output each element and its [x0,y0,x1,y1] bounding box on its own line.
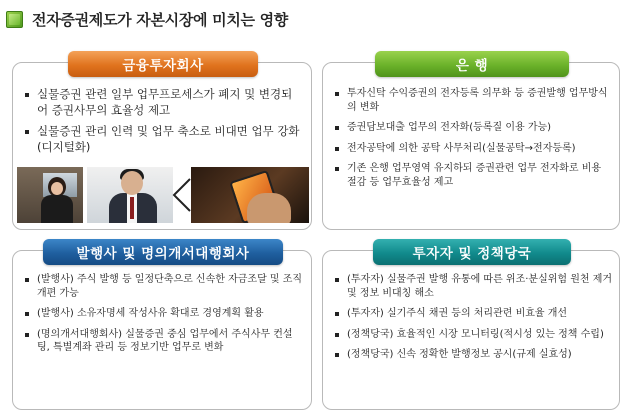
list-item: (투자자) 실기주식 채권 등의 처리관련 비효율 개선 [335,307,613,321]
panel-investor-policy [322,246,620,410]
list-item: 증권담보대출 업무의 전자화(등록질 이용 가능) [335,121,613,135]
list-item: 실물증권 관리 인력 및 업무 축소로 비대면 업무 강화(디지털화) [25,124,301,155]
bank-list [335,87,613,196]
panel-financial-investment [12,58,312,230]
panel-issuer-agent [12,246,312,410]
panel-bank [322,58,620,230]
page-title: 전자증권제도가 자본시장에 미치는 영향 [32,10,288,29]
businessman-photo [87,167,173,223]
list-item: 전자공탁에 의한 공탁 사무처리(실물공탁→전자등록) [335,142,613,156]
panel-header-investor-policy: 투자자 및 정책당국 [373,239,571,265]
panel-header-financial-investment: 금융투자회사 [68,51,258,77]
mobile-phone-photo [191,167,309,223]
list-item: 실물증권 관련 일부 업무프로세스가 폐지 및 변경되어 증권사무의 효율성 제고 [25,87,301,118]
list-item: (발행사) 소유자명세 작성사유 확대로 경영계획 활용 [25,307,305,321]
financial-investment-list [25,87,301,161]
issuer-agent-list [25,273,305,362]
list-item: (투자자) 실물주권 발행 유통에 따른 위조·분실위험 원천 제거 및 정보 비대칭 해소 [335,273,613,300]
green-cube-icon [6,11,23,28]
investor-policy-list [335,273,613,369]
panel-header-issuer-agent: 발행사 및 명의개서대행회사 [43,239,283,265]
list-item: 기존 은행 업무영역 유지하되 증권관련 업무 전자화로 비용 절감 등 업무효율성 제고 [335,162,613,189]
list-item: (정책당국) 효율적인 시장 모니터링(적시성 있는 정책 수립) [335,328,613,342]
list-item: 투자신탁 수익증권의 전자등록 의무화 등 증권발행 업무방식의 변화 [335,87,613,114]
title-bar [6,6,288,32]
list-item: (발행사) 주식 발행 등 일정단축으로 신속한 자금조달 및 조직개편 가능 [25,273,305,300]
photo-row [13,167,311,223]
list-item: (명의개서대행회사) 실물증권 중심 업무에서 주식사무 컨설팅, 특별계좌 관리 등 정보기반 업무로 변화 [25,328,305,355]
panel-header-bank: 은 행 [375,51,569,77]
list-item: (정책당국) 신속 정확한 발행정보 공시(규제 실효성) [335,348,613,362]
office-worker-photo [17,167,83,223]
